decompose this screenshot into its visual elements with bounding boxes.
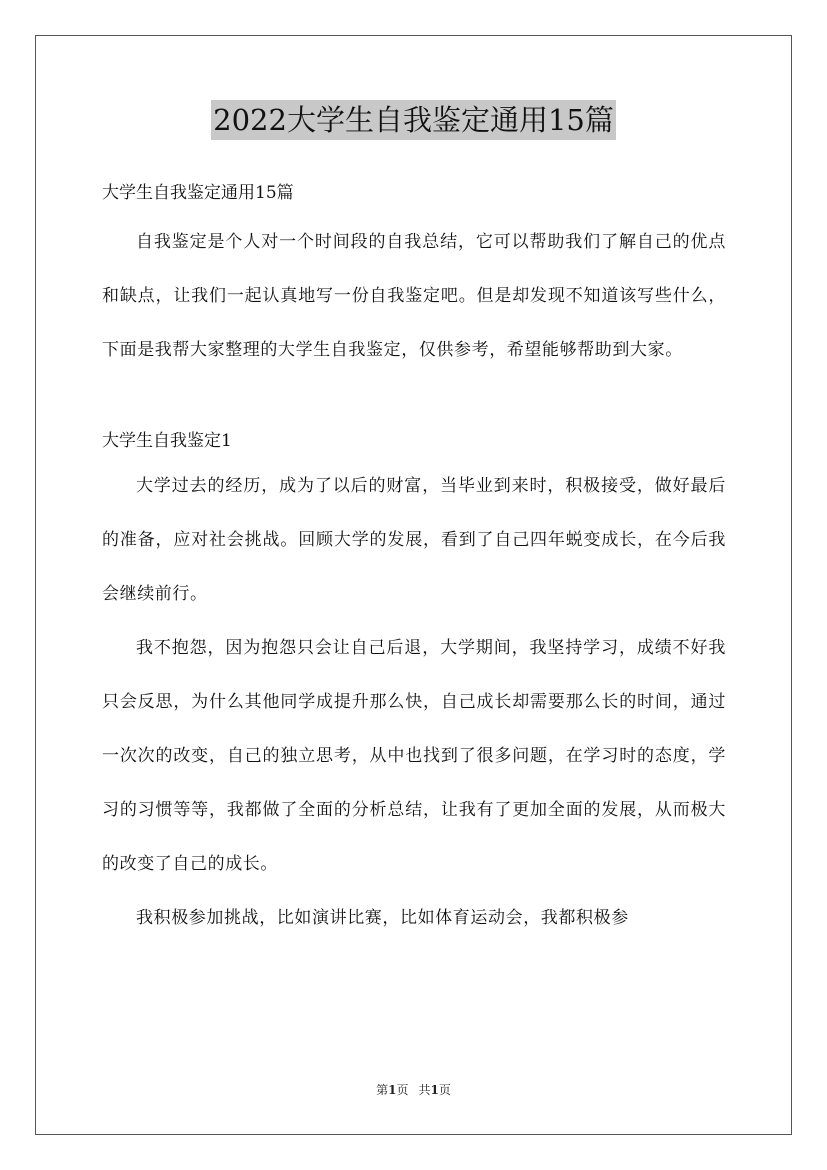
total-suffix: 页 [438, 1083, 451, 1097]
body-paragraph-2: 我不抱怨，因为抱怨只会让自己后退，大学期间，我坚持学习，成绩不好我只会反思，为什么其他同学成提升那么快，自己成长却需要那么长的时间，通过一次次的改变，自己的独立思考，从中也找到了很多问题，在学习时的态度，学习的习惯等等，我都做了全面的分析总结，让我有了更加全面的发展，从而极大的改变了自己的成长。 [102, 638, 726, 874]
page-suffix: 页 [396, 1083, 409, 1097]
total-prefix: 共 [418, 1083, 431, 1097]
document-body [102, 175, 726, 945]
page-total: 1 [430, 1083, 439, 1097]
page-prefix: 第 [376, 1083, 389, 1097]
document-subtitle: 大学生自我鉴定通用15篇 [102, 183, 294, 203]
intro-paragraph: 自我鉴定是个人对一个时间段的自我总结，它可以帮助我们了解自己的优点和缺点，让我们一起认真地写一份自我鉴定吧。但是却发现不知道该写些什么，下面是我帮大家整理的大学生自我鉴定，仅供参考，希望能够帮助到大家。 [102, 232, 726, 360]
page-footer [0, 1082, 827, 1098]
document-title: 2022大学生自我鉴定通用15篇 [211, 100, 616, 140]
body-paragraph-1: 大学过去的经历，成为了以后的财富，当毕业到来时，积极接受，做好最后的准备，应对社会挑战。回顾大学的发展，看到了自己四年蜕变成长，在今后我会继续前行。 [102, 476, 726, 604]
page-current: 1 [388, 1083, 397, 1097]
body-paragraph-3: 我积极参加挑战，比如演讲比赛，比如体育运动会，我都积极参 [136, 908, 629, 928]
section-heading: 大学生自我鉴定1 [102, 431, 232, 451]
title-container [0, 100, 827, 140]
